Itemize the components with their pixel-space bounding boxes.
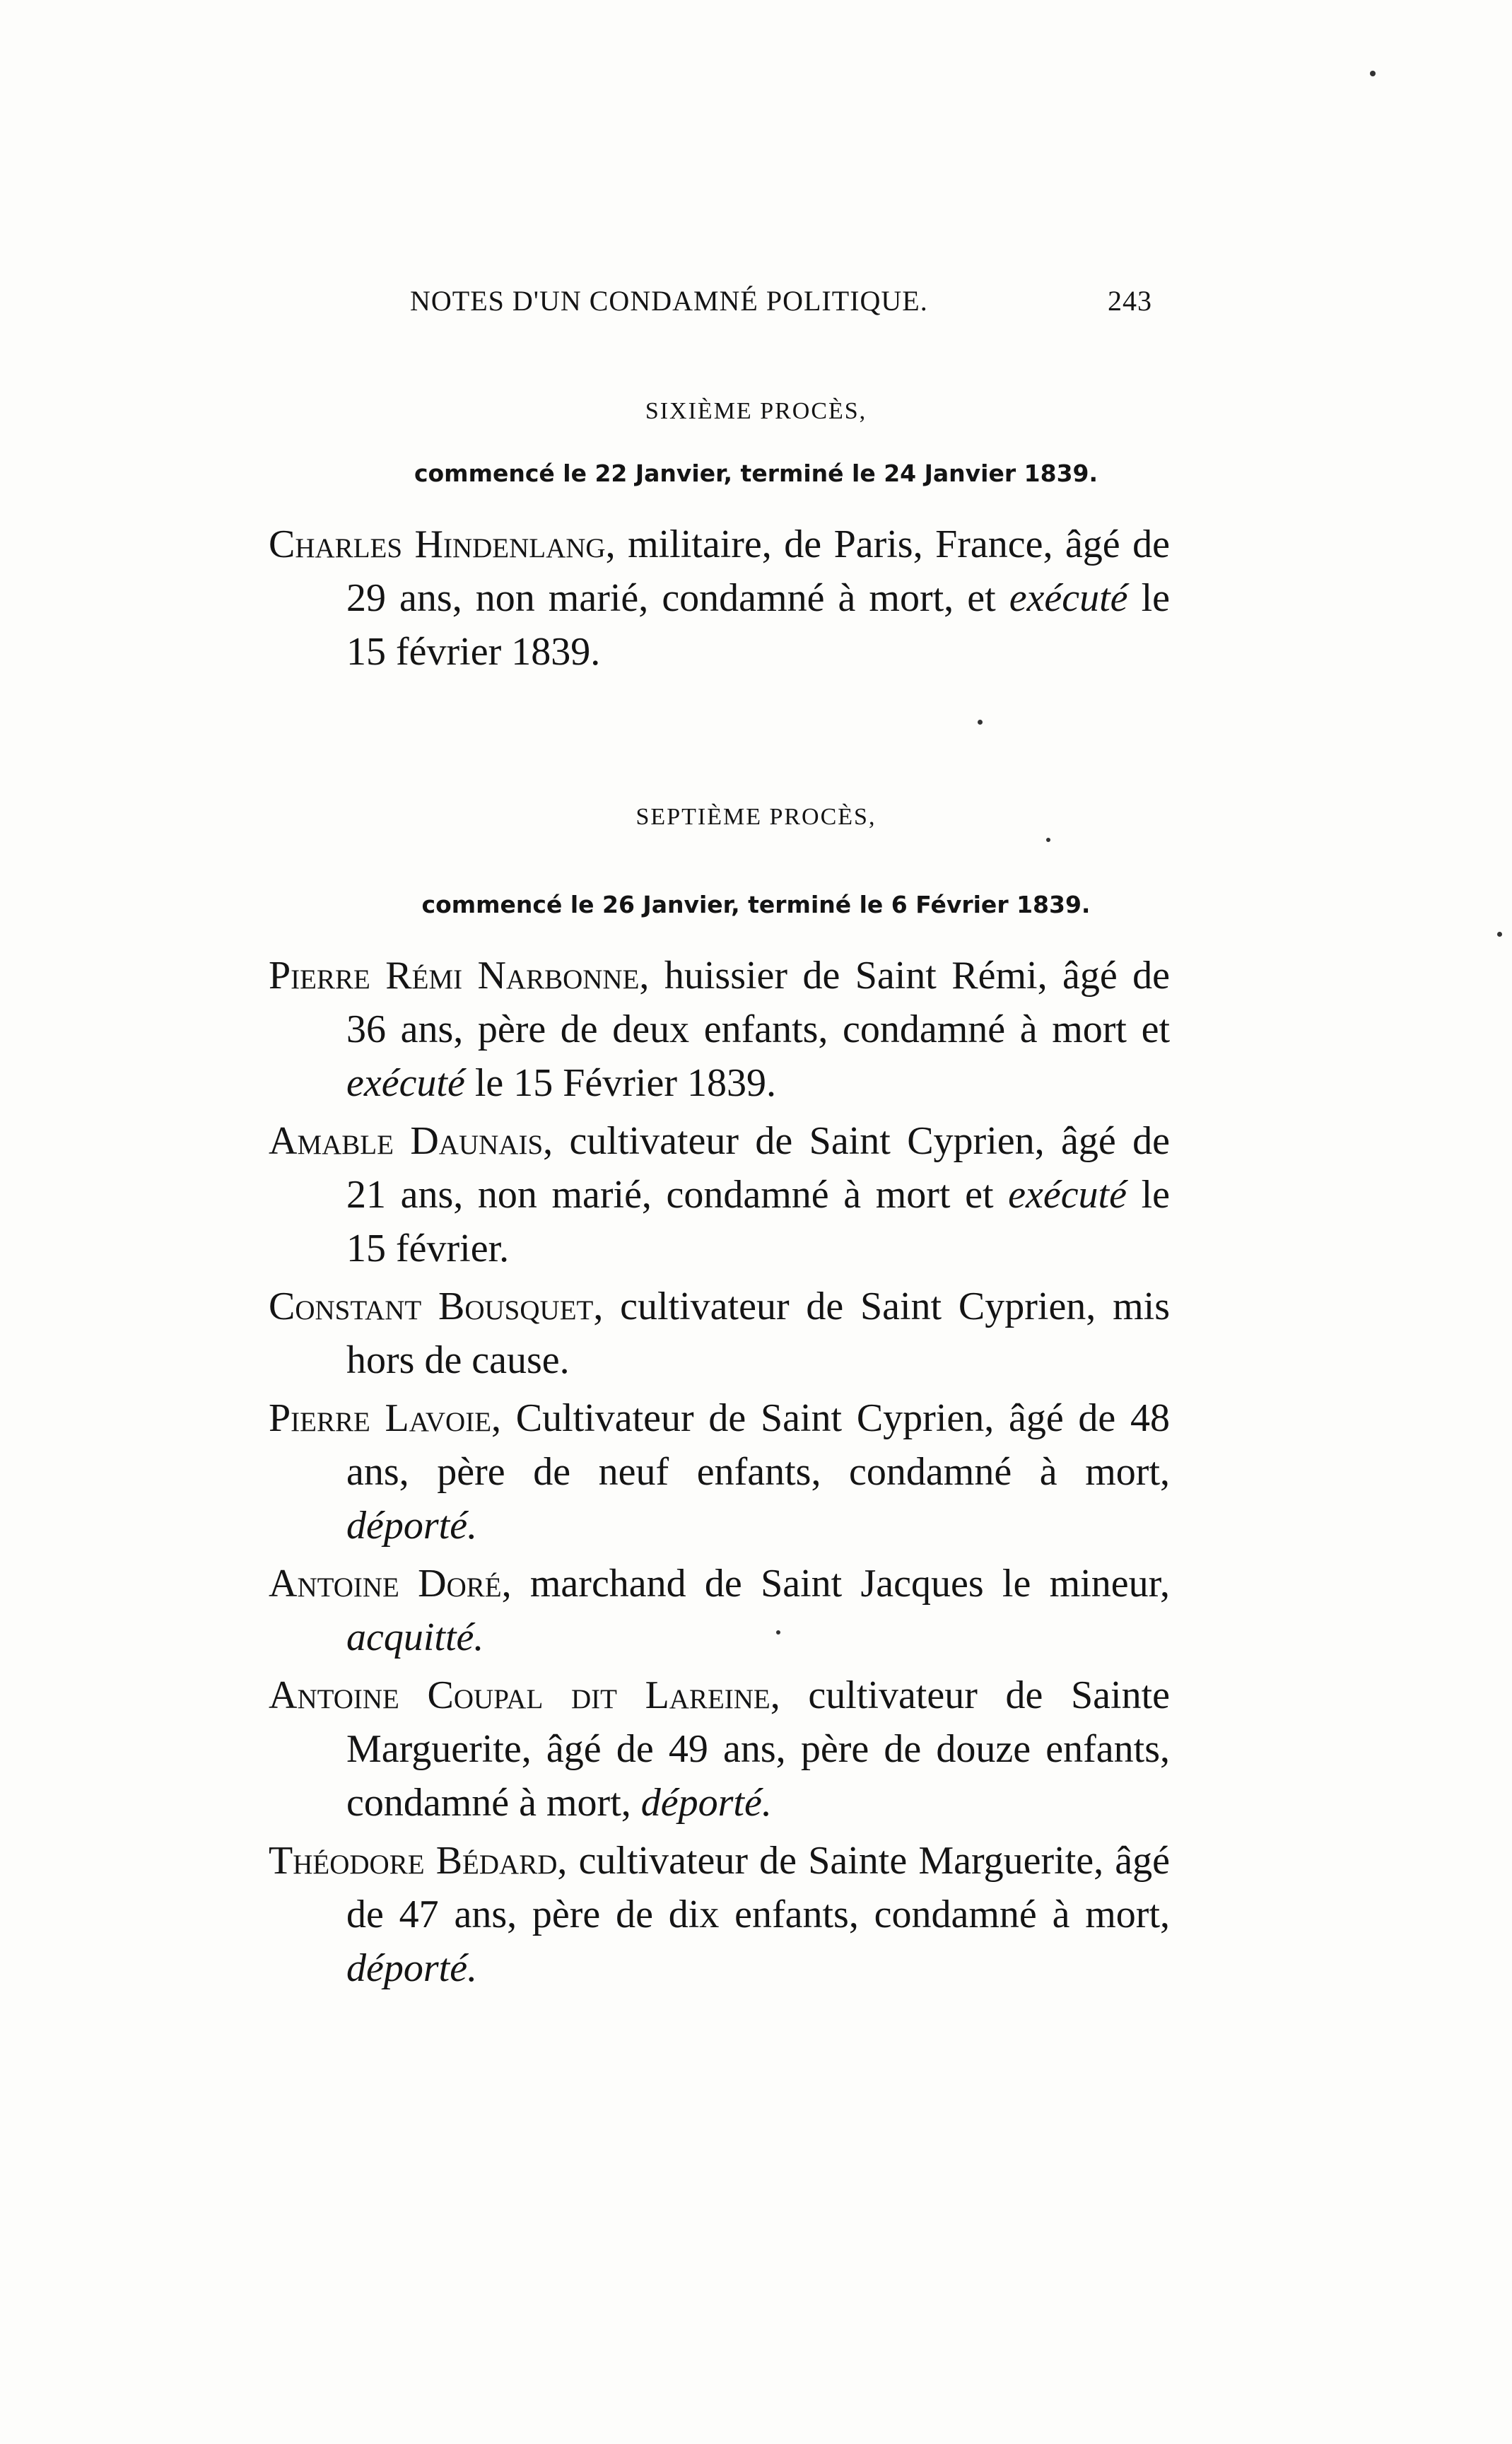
- entry-lavoie: [269, 1391, 1170, 1553]
- scan-speck: [776, 1630, 780, 1635]
- entry-text: , cultivateur de Sainte Marguerite, âgé de 47 ans, père de dix enfants, condamné à mort,: [346, 1839, 1170, 1936]
- section-dates-sixieme: commencé le 22 Janvier, terminé le 24 Janvier 1839.: [414, 460, 1098, 487]
- entry-text: , Cultivateur de Saint Cyprien, âgé de 48 ans, père de neuf enfants, condamné à mort,: [346, 1396, 1170, 1494]
- entry-list-septieme: [269, 949, 1170, 1999]
- entry-fate: acquitté.: [346, 1615, 484, 1659]
- person-name: Constant Bousquet: [269, 1285, 594, 1328]
- entry-hindenlang: [269, 518, 1170, 679]
- entry-narbonne: [269, 949, 1170, 1110]
- entry-tail: le 15 février.: [346, 1173, 1170, 1270]
- entry-daunais: [269, 1114, 1170, 1275]
- person-name: Amable Daunais: [269, 1119, 544, 1163]
- entry-fate: déporté.: [640, 1781, 772, 1825]
- scan-speck: [1370, 71, 1376, 76]
- entry-text: , marchand de Saint Jacques le mineur,: [501, 1562, 1170, 1606]
- entry-bedard: [269, 1834, 1170, 1995]
- entry-bousquet: [269, 1280, 1170, 1387]
- page-number: 243: [1108, 285, 1152, 317]
- entry-fate: déporté.: [346, 1946, 478, 1990]
- entry-dore: [269, 1557, 1170, 1664]
- section-title-septieme: SEPTIÈME PROCÈS,: [635, 804, 877, 830]
- section-title-sixieme: SIXIÈME PROCÈS,: [645, 398, 867, 424]
- scan-speck: [978, 720, 983, 725]
- entry-tail: le 15 Février 1839.: [464, 1061, 776, 1105]
- person-name: Antoine Coupal dit Lareine: [269, 1673, 770, 1717]
- entry-fate: déporté.: [346, 1504, 478, 1548]
- entry-text: , cultivateur de Saint Cyprien, mis hors de cause.: [346, 1285, 1170, 1382]
- entry-coupal: [269, 1668, 1170, 1830]
- entry-text: , huissier de Saint Rémi, âgé de 36 ans, père de deux enfants, condamné à mort et: [346, 954, 1170, 1051]
- entry-list-sixieme: [269, 518, 1170, 683]
- entry-text: , militaire, de Paris, France, âgé de 29 ans, non marié, condamné à mort, et: [346, 522, 1170, 620]
- person-name: Théodore Bédard: [269, 1839, 558, 1883]
- person-name: Pierre Rémi Narbonne: [269, 954, 640, 998]
- running-head-title: NOTES D'UN CONDAMNÉ POLITIQUE.: [410, 285, 928, 317]
- entry-fate: exécuté: [1009, 576, 1128, 620]
- entry-fate: exécuté: [346, 1061, 465, 1105]
- scan-speck: [1497, 932, 1502, 937]
- entry-text: , cultivateur de Saint Cyprien, âgé de 21 ans, non marié, condamné à mort et: [346, 1119, 1171, 1217]
- person-name: Pierre Lavoie: [269, 1396, 492, 1440]
- entry-tail: le 15 février 1839.: [346, 576, 1170, 674]
- scan-speck: [1046, 838, 1050, 842]
- entry-text: , cultivateur de Sainte Marguerite, âgé de 49 ans, père de douze enfants, condamné à mort,: [346, 1673, 1170, 1825]
- section-dates-septieme: commencé le 26 Janvier, terminé le 6 Février 1839.: [421, 891, 1091, 918]
- person-name: Charles Hindenlang: [269, 522, 606, 566]
- entry-fate: exécuté: [1008, 1173, 1127, 1217]
- person-name: Antoine Doré: [269, 1562, 502, 1606]
